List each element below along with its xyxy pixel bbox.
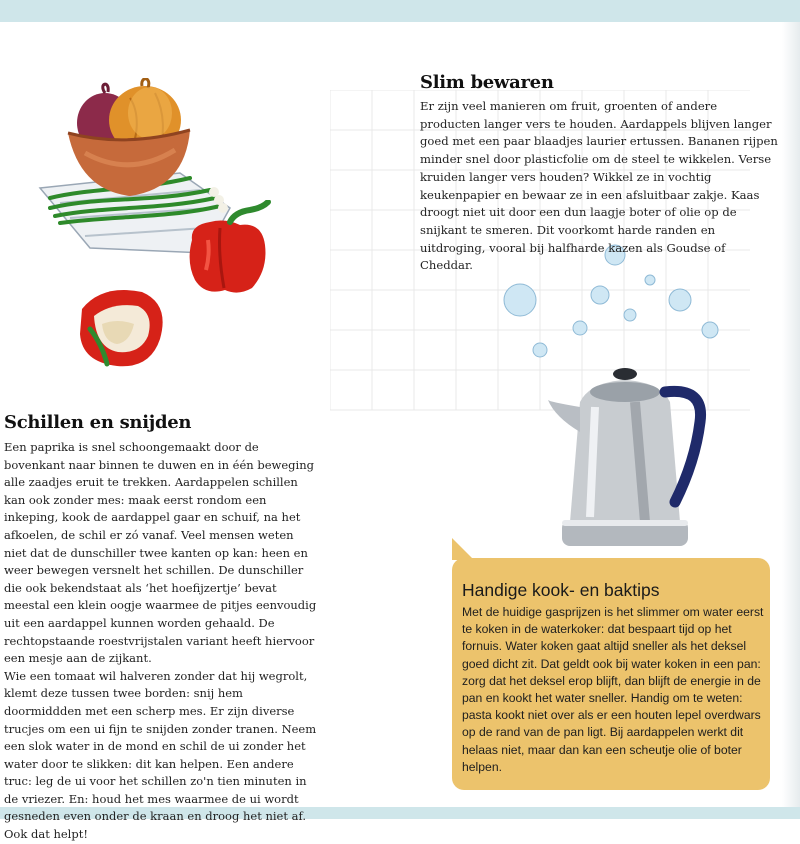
- red-pepper-illustration: [180, 200, 280, 300]
- slim-bewaren-title: Slim bewaren: [420, 72, 554, 93]
- kook-tips-body: Met de huidige gasprijzen is het slimmer om water eerst te koken in de waterkoker: dat bespaart tijd op het fornuis. Water koken gaat altijd sneller als het deksel goed dicht zit. Dat geldt ook bij water koken in een pan: zorg dat het deksel erop blijft, dan blijft de energie in de pan en kookt het water sneller. Handig om te weten: pasta kookt niet over als er een houten lepel overdwars op de rand van de pan ligt. Bij aardappelen werkt dit helaas niet, maar dan kan een scheutje olie of boter helpen.: [462, 605, 764, 774]
- schillen-snijden-section: [4, 412, 318, 844]
- kook-tips-box: [452, 558, 770, 790]
- page-fold-shadow: [782, 22, 800, 807]
- slim-bewaren-body: Er zijn veel manieren om fruit, groenten of andere producten langer vers te houden. Aardappels blijven langer goed met een paar blaadjes laurier ertussen. Bananen rijpen minder snel door plasticfolie om de steel te wikkelen. Verse kruiden langer vers houden? Wikkel ze in vochtig keukenpapier en bewaar ze in een afsluitbaar zakje. Kaas droogt niet uit door een dun laagje boter of olie op de snijkant te smeren. Dit voorkomt harde randen en uitdroging, vooral bij halfharde kazen als Goudse of Cheddar.: [420, 99, 778, 273]
- slim-bewaren-section: [420, 72, 780, 275]
- schillen-snijden-paragraph-1: Een paprika is snel schoongemaakt door de bovenkant naar binnen te duwen en in één beweging alle zaadjes eruit te trekken. Aardappelen schillen kan ook zonder mes: maak eerst rondom een inkeping, kook de aardappel gaar en schuif, na het afkoelen, de schil er zó vanaf. Veel mensen weten niet dat de dunschiller twee kanten op kan: heen en weer bewegen versnelt het schillen. De dunschiller die ook bekendstaat als ‘het hoefijzertje’ bevat meestal een klein oogje waarmee de pitjes eenvoudig uit een aardappel kunnen worden gehaald. De rechtopstaande roestvrijstalen variant heeft hiervoor een mesje aan de zijkant.: [4, 440, 317, 666]
- halved-pepper-illustration: [72, 284, 172, 374]
- kettle-illustration: [540, 362, 710, 557]
- kook-tips-title: Handige kook- en baktips: [462, 580, 660, 600]
- page-top-border: [0, 0, 800, 22]
- tips-box-notch: [452, 538, 474, 560]
- schillen-snijden-paragraph-2: Wie een tomaat wil halveren zonder dat hij wegrolt, klemt deze tussen twee borden: snij hem doormiddden met een scherp mes. Er zijn diverse trucjes om een ui fijn te snijden zonder tranen. Neem een slok water in de mond en schil de ui zonder het water door te slikken: dit kan helpen. Een andere truc: leg de ui voor het schillen zo'n tien minuten in de vriezer. En: houd het mes waarmee de ui wordt gesneden even onder de kraan en droog het niet af. Ook dat helpt!: [4, 668, 317, 842]
- schillen-snijden-title: Schillen en snijden: [4, 412, 192, 433]
